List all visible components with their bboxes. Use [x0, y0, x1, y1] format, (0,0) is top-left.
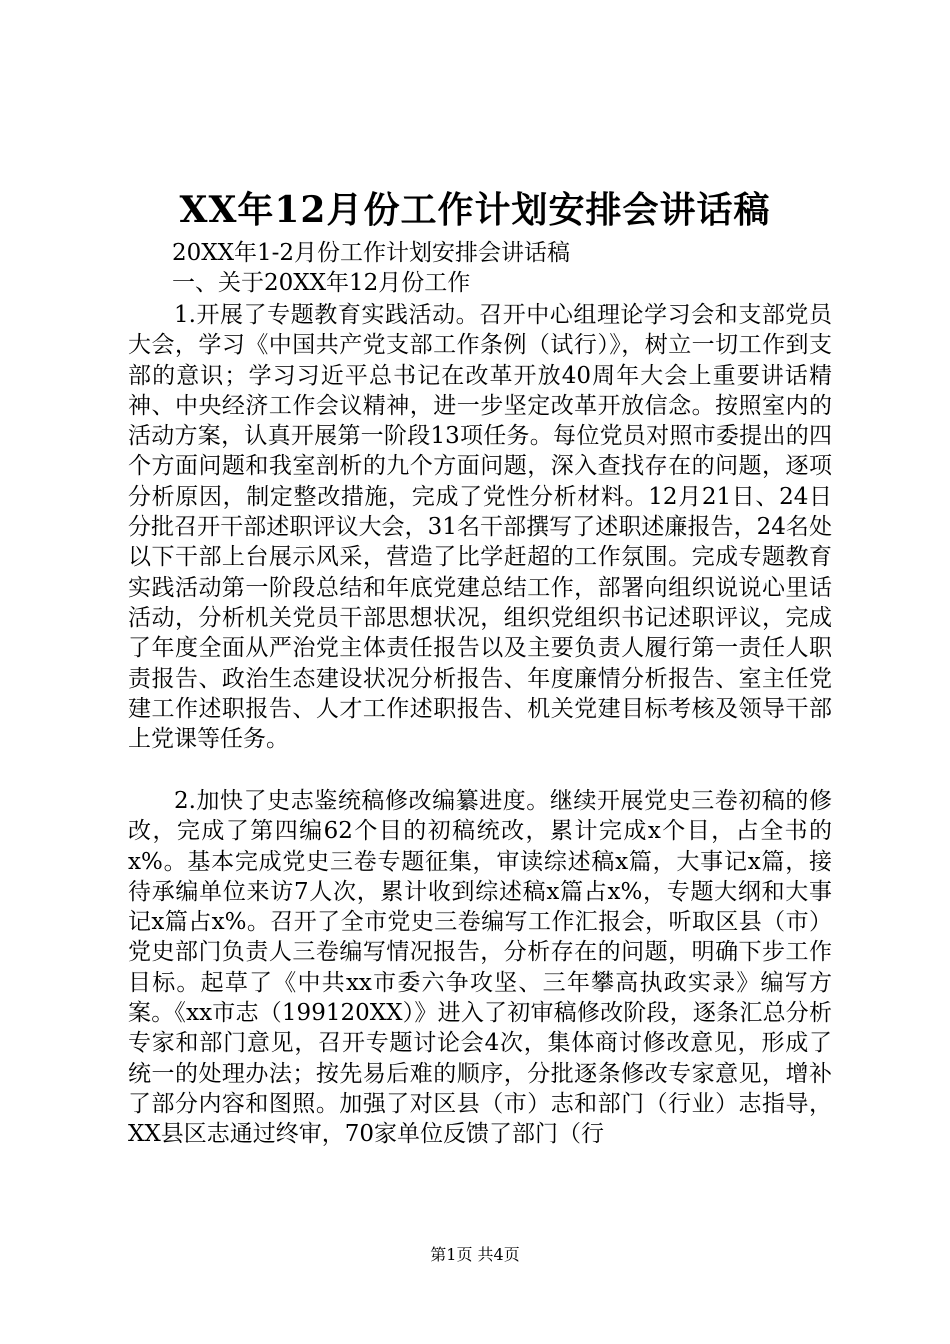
document-title: XX年12月份工作计划安排会讲话稿	[179, 189, 771, 231]
section-heading: 一、关于20XX年12月份工作	[172, 270, 471, 296]
page-number: 第1页 共4页	[430, 1245, 520, 1264]
document-subtitle: 20XX年1-2月份工作计划安排会讲话稿	[172, 240, 571, 266]
paragraph-2: 2.加快了史志鉴统稿修改编纂进度。继续开展党史三卷初稿的修改，完成了第四编62个目的初稿统改，累计完成x个目，占全书的x%。基本完成党史三卷专题征集，审读综述稿x篇，大事记x篇，接待承编单位来访7人次，累计收到综述稿x篇占x%，专题大纲和大事记x篇占x%。召开了全市党史三卷编写工作汇报会，听取区县（市）党史部门负责人三卷编写情况报告，分析存在的问题，明确下步工作目标。起草了《中共xx市委六争攻坚、三年攀高执政实录》编写方案。《xx市志（199120XX）》进入了初审稿修改阶段，逐条汇总分析专家和部门意见，召开专题讨论会4次，集体商讨修改意见，形成了统一的处理办法；按先易后难的顺序，分批逐条修改专家意见，增补了部分内容和图照。加强了对区县（市）志和部门（行业）志指导，XX县区志通过终审，70家单位反馈了部门（行	[128, 788, 832, 1148]
paragraph-1: 1.开展了专题教育实践活动。召开中心组理论学习会和支部党员大会，学习《中国共产党支部工作条例（试行）》，树立一切工作到支部的意识；学习习近平总书记在改革开放40周年大会上重要讲话精神、中央经济工作会议精神，进一步坚定改革开放信念。按照室内的活动方案，认真开展第一阶段13项任务。每位党员对照市委提出的四个方面问题和我室剖析的九个方面问题，深入查找存在的问题，逐项分析原因，制定整改措施，完成了党性分析材料。12月21日、24日分批召开干部述职评议大会，31名干部撰写了述职述廉报告，24名处以下干部上台展示风采，营造了比学赶超的工作氛围。完成专题教育实践活动第一阶段总结和年底党建总结工作，部署向组织说说心里话活动，分析机关党员干部思想状况，组织党组织书记述职评议，完成了年度全面从严治党主体责任报告以及主要负责人履行第一责任人职责报告、政治生态建设状况分析报告、年度廉情分析报告、室主任党建工作述职报告、人才工作述职报告、机关党建目标考核及领导干部上党课等任务。	[128, 302, 832, 753]
